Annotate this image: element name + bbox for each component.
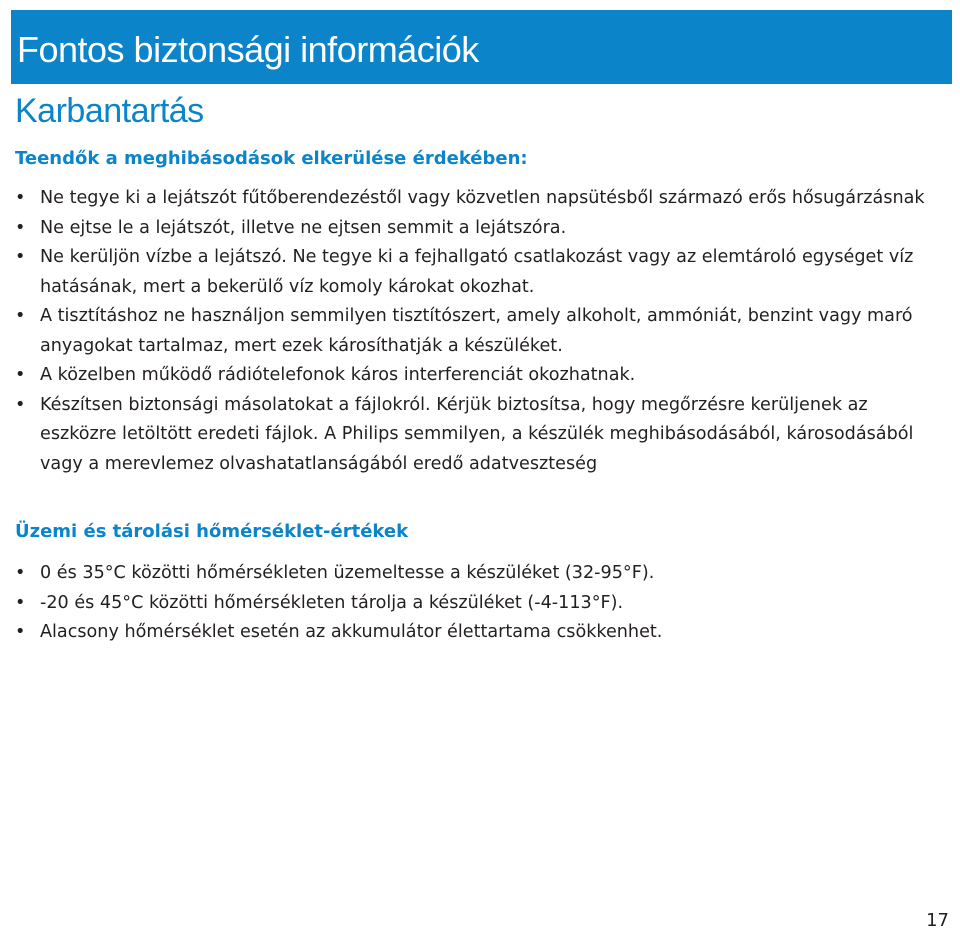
list-item-text: Alacsony hőmérséklet esetén az akkumulátor élettartama csökkenhet. [40, 622, 663, 642]
bullet-icon: • [15, 563, 26, 583]
list-item-text: Ne ejtse le a lejátszót, illetve ne ejtsen semmit a lejátszóra. [40, 217, 567, 238]
list-item-text: Készítsen biztonsági másolatokat a fájlokról. Kérjük biztosítsa, hogy megőrzésre kerüljenek az eszközre letöltött eredeti fájlok. A Philips semmilyen, a készülék meghibásodásából, károsodásából vagy a merevlemez olvashatatlanságából eredő adatveszteség [40, 394, 914, 474]
list-item [15, 618, 945, 648]
list-item [15, 361, 945, 391]
list-item-text: A közelben működő rádiótelefonok káros interferenciát okozhatnak. [40, 365, 636, 385]
bullet-icon: • [15, 592, 26, 613]
bullet-list-maintenance [15, 184, 945, 479]
list-item-text: -20 és 45°C közötti hőmérsékleten tárolja a készüléket (-4-113°F). [40, 592, 624, 613]
bullet-icon: • [15, 622, 26, 642]
list-item-text: Ne kerüljön vízbe a lejátszó. Ne tegye ki a fejhallgató csatlakozást vagy az elemtároló egységet víz hatásának, mert a bekerülő víz komoly károkat okozhat. [40, 247, 914, 297]
list-item [15, 184, 945, 214]
list-item-text: 0 és 35°C közötti hőmérsékleten üzemeltesse a készüléket (32-95°F). [40, 563, 655, 583]
subsection-heading-maintenance: Teendők a meghibásodások elkerülése érdekében: [15, 148, 528, 169]
list-item [15, 559, 945, 589]
page-title: Fontos biztonsági információk [17, 29, 479, 70]
list-item-text: A tisztításhoz ne használjon semmilyen tisztítószert, amely alkoholt, ammóniát, benzint vagy maró anyagokat tartalmaz, mert ezek károsíthatják a készüléket. [40, 306, 913, 356]
section-title: Karbantartás [15, 92, 204, 130]
page-number: 17 [926, 910, 949, 931]
list-item [15, 391, 945, 480]
bullet-icon: • [15, 365, 26, 385]
list-item [15, 243, 945, 302]
bullet-icon: • [15, 247, 26, 267]
bullet-icon: • [15, 188, 26, 208]
subsection-heading-temperature: Üzemi és tárolási hőmérséklet-értékek [15, 521, 409, 542]
title-bar [11, 10, 952, 84]
list-item [15, 302, 945, 361]
list-item [15, 589, 945, 619]
bullet-icon: • [15, 217, 26, 238]
bullet-icon: • [15, 306, 26, 326]
bullet-icon: • [15, 394, 26, 415]
bullet-list-temperature [15, 559, 945, 648]
list-item [15, 214, 945, 244]
list-item-text: Ne tegye ki a lejátszót fűtőberendezéstől vagy közvetlen napsütésből származó erős hősugárzásnak [40, 188, 925, 208]
